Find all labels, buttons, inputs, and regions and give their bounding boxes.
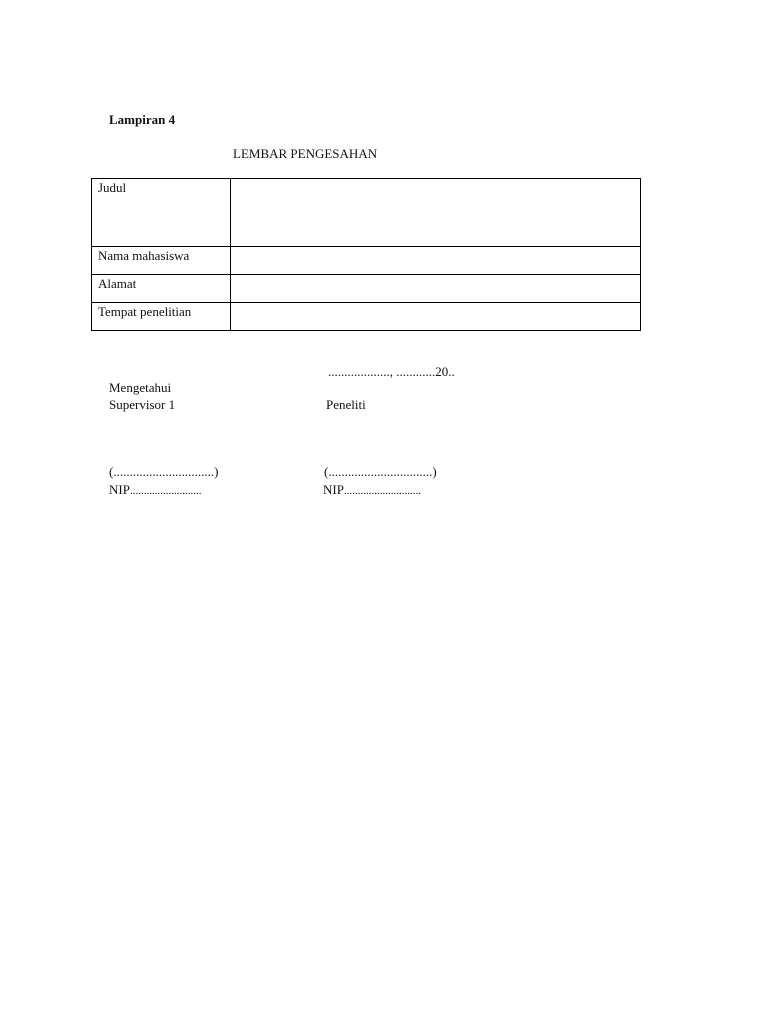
row-value-judul bbox=[231, 179, 641, 247]
supervisor-nip-dots: .......................... bbox=[129, 485, 202, 497]
appendix-label: Lampiran 4 bbox=[109, 112, 176, 127]
page-title: LEMBAR PENGESAHAN bbox=[233, 146, 378, 161]
supervisor-nip-label: NIP bbox=[109, 482, 130, 497]
row-label-judul: Judul bbox=[92, 179, 231, 247]
researcher-nip-line bbox=[323, 482, 421, 498]
row-value-nama-mahasiswa bbox=[231, 247, 641, 275]
researcher-name-line: (................................) bbox=[324, 464, 437, 479]
row-label-alamat: Alamat bbox=[92, 275, 231, 303]
table-row bbox=[92, 303, 641, 331]
table-row bbox=[92, 247, 641, 275]
supervisor-nip-line bbox=[109, 482, 201, 498]
acknowledged-caption: Mengetahui bbox=[109, 380, 172, 395]
row-value-tempat-penelitian bbox=[231, 303, 641, 331]
date-line: ..................., ............20.. bbox=[328, 364, 455, 379]
researcher-nip-label: NIP bbox=[323, 482, 344, 497]
researcher-nip-dots: ............................ bbox=[343, 485, 421, 497]
researcher-caption: Peneliti bbox=[326, 397, 366, 412]
table-row bbox=[92, 275, 641, 303]
row-label-nama-mahasiswa: Nama mahasiswa bbox=[92, 247, 231, 275]
row-label-tempat-penelitian: Tempat penelitian bbox=[92, 303, 231, 331]
table-row bbox=[92, 179, 641, 247]
supervisor-name-line: (...............................) bbox=[109, 464, 219, 479]
supervisor-caption: Supervisor 1 bbox=[109, 397, 176, 412]
row-value-alamat bbox=[231, 275, 641, 303]
approval-form-table bbox=[91, 178, 641, 331]
